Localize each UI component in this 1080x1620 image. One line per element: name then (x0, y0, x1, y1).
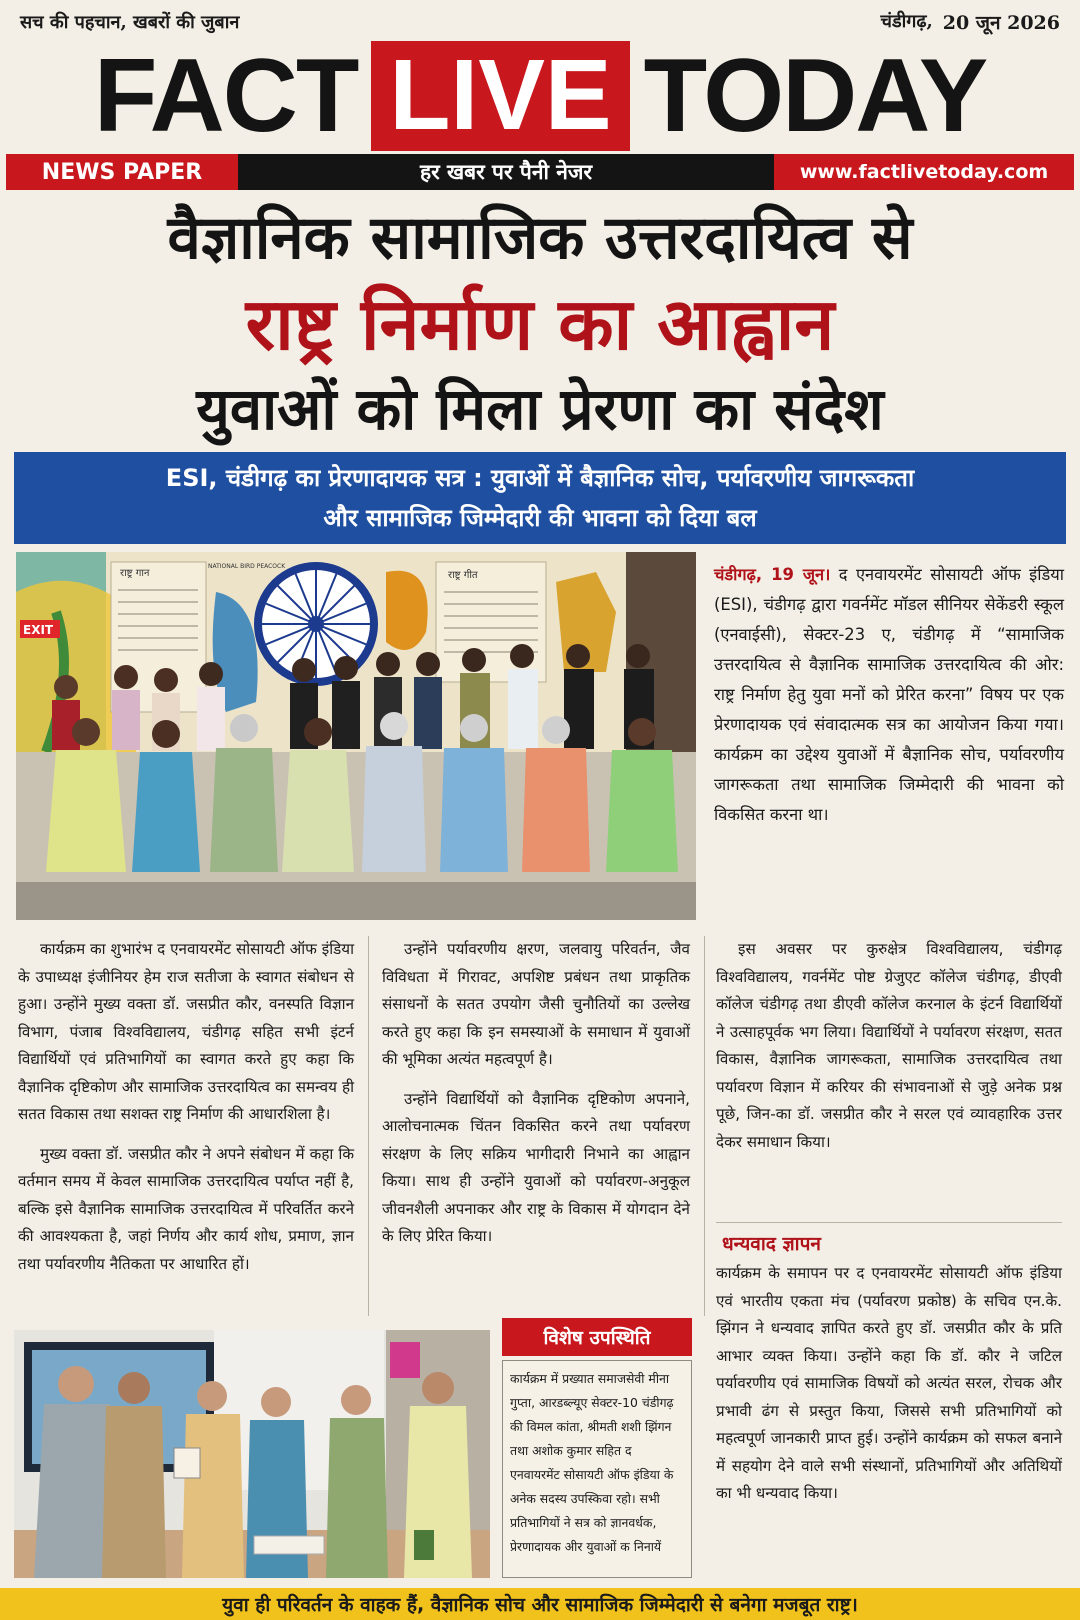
issue-date: 20 जून 2026 (942, 12, 1060, 34)
column-divider (704, 936, 705, 1316)
footer-slogan: युवा ही परिवर्तन के वाहक हैं, वैज्ञानिक सोच और सामाजिक जिम्मेदारी से बनेगा मजबूत राष्ट्र। (0, 1588, 1080, 1620)
thanks-paragraph: कार्यक्रम के समापन पर द एनवायरमेंट सोसायटी ऑफ इंडिया एवं भारतीय एकता मंच (पर्यावरण प्रकोष्ठ) के सचिव एन.के. झिंगन ने धन्यवाद ज्ञापित करते हुए डॉ. जसप्रीत कौर के प्रति आभार व्यक्त किया। उन्होंने कहा कि डॉ. कौर ने जटिल पर्यावरणीय एवं सामाजिक विषयों को अत्यंत सरल, रोचक और प्रभावी ढंग से प्रस्तुत किया, जिससे सभी प्रतिभागियों को महत्वपूर्ण जानकारी प्राप्त हुई। उन्होंने कार्यक्रम को सफल बनाने में सहयोग देने वाले सभी संस्थानों, प्रतिभागियों और अतिथियों का भी धन्यवाद किया। (716, 1264, 1062, 1502)
sign-national-anthem: राष्ट्र गान (120, 568, 150, 579)
group-photo (16, 552, 696, 920)
special-presence-heading: विशेष उपस्थिति (502, 1318, 692, 1356)
website-link[interactable]: www.factlivetoday.com (774, 154, 1074, 190)
news-paper-label: NEWS PAPER (6, 154, 238, 190)
headline-line-2: राष्ट्र निर्माण का आह्वान (245, 282, 835, 366)
sub-headline-line-1: ESI, चंडीगढ़ का प्रेरणादायक सत्र : युवाओं में बैज्ञानिक सोच, पर्यावरणीय जागरूकता (165, 464, 915, 492)
column-2 (382, 936, 690, 1263)
place: चंडीगढ़, (880, 11, 933, 32)
sub-headline-banner (14, 452, 1066, 544)
section-divider (716, 1222, 1062, 1223)
sub-headline-line-2: और सामाजिक जिम्मेदारी की भावना को दिया बल (323, 504, 757, 532)
masthead-bar (6, 154, 1074, 190)
sign-national-song: राष्ट्र गीत (448, 570, 478, 581)
sign-national-bird: NATIONAL BIRD PEACOCK (208, 563, 286, 570)
logo-word-today: TODAY (643, 38, 987, 154)
masthead-logo (0, 40, 1080, 152)
lead-paragraph (714, 560, 1064, 830)
column-2-paragraph-2: उन्होंने विद्यार्थियों को वैज्ञानिक दृष्टिकोण अपनाने, आलोचनात्मक चिंतन विकसित करने तथा पर्यावरण संरक्षण के लिए सक्रिय भागीदारी निभाने का आह्वान किया। साथ ही उन्होंने युवाओं को पर्यावरण-अनुकूल जीवनशैली अपनाकर और राष्ट्र के विकास में योगदान देने के लिए प्रेरित किया। (382, 1089, 690, 1245)
column-1-paragraph-1: कार्यक्रम का शुभारंभ द एनवायरमेंट सोसायटी ऑफ इंडिया के उपाध्यक्ष इंजीनियर हेम राज सतीजा के स्वागत संबोधन से हुआ। उन्होंने मुख्य वक्ता डॉ. जसप्रीत कौर, वनस्पति विज्ञान विभाग, पंजाब विश्वविद्यालय, चंडीगढ़ सहित सभी इंटर्न विद्यार्थियों एवं प्रतिभागियों का स्वागत करते हुए कहा कि वैज्ञानिक दृष्टिकोण और सामाजिक उत्तरदायित्व का समन्वय ही सतत विकास तथा सशक्त राष्ट्र निर्माण की आधारशिला है। (18, 940, 354, 1123)
logo-word-live: LIVE (371, 41, 629, 151)
column-3-paragraph-1: इस अवसर पर कुरुक्षेत्र विश्वविद्यालय, चंडीगढ़ विश्वविद्यालय, गवर्नमेंट पोष्ट ग्रेजुएट कॉलेज चंडीगढ़, डीएवी कॉलेज चंडीगढ़ तथा डीएवी कॉलेज करनाल के इंटर्न विद्यार्थियों ने उत्साहपूर्वक भग लिया। विद्यार्थियों ने पर्यावरण संरक्षण, सतत विकास, वैज्ञानिक जागरूकता, सामाजिक उत्तरदायित्व तथा पर्यावरण विज्ञान में करियर की संभावनाओं से जुड़े अनेक प्रश्न पूछे, जिन-का डॉ. जसप्रीत कौर ने सरल एवं व्यावहारिक उत्तर देकर समाधान किया। (716, 940, 1062, 1151)
headline-line-1: वैज्ञानिक सामाजिक उत्तरदायित्व से (167, 203, 913, 273)
lead-text: द एनवायरमेंट सोसायटी ऑफ इंडिया (ESI), चंडीगढ़ द्वारा गवर्नमेंट मॉडल सीनियर सेकेंडरी स्कूल (एनवाईसी), सेक्टर-23 ए, चंडीगढ़ में “सामाजिक उत्तरदायित्व से वैज्ञानिक सामाजिक उत्तरदायित्व की ओर: राष्ट्र निर्माण हेतु युवा मनों को प्रेरित करना” विषय पर एक प्रेरणादायक एवं संवादात्मक सत्र का आयोजन किया गया। कार्यक्रम का उद्देश्य युवाओं में बैज्ञानिक सोच, पर्यावरणीय जागरूकता तथा सामाजिक जिम्मेदारी की भावना को विकसित करना था। (714, 565, 1065, 824)
thanks-heading: धन्यवाद ज्ञापन (722, 1233, 821, 1255)
exit-sign: EXIT (23, 623, 54, 637)
column-1 (18, 936, 354, 1290)
logo-word-fact: FACT (93, 38, 358, 154)
lead-dateline: चंडीगढ़, 19 जून। (714, 565, 831, 584)
column-thanks (716, 1260, 1062, 1520)
column-divider (368, 936, 369, 1316)
column-2-paragraph-1: उन्होंने पर्यावरणीय क्षरण, जलवायु परिवर्तन, जैव विविधता में गिरावट, अपशिष्ट प्रबंधन तथा प्राकृतिक संसाधनों के सतत उपयोग जैसी चुनौतियों का उल्लेख करते हुए कहा कि इन समस्याओं के समाधान में युवाओं की भूमिका अत्यंत महत्वपूर्ण है। (382, 940, 690, 1068)
group-photo-illustration (16, 552, 696, 920)
dateline-top (881, 9, 1060, 35)
column-3 (716, 936, 1062, 1168)
column-1-paragraph-2: मुख्य वक्ता डॉ. जसप्रीत कौर ने अपने संबोधन में कहा कि वर्तमान समय में केवल सामाजिक उत्तरदायित्व पर्याप्त नहीं है, बल्कि इसे वैज्ञानिक सामाजिक उत्तरदायित्व में परिवर्तित करने की आवश्यकता है, जहां निर्णय और कार्य शोध, प्रमाण, ज्ञान तथा पर्यावरणीय नैतिकता पर आधारित हों। (18, 1144, 354, 1273)
top-line (20, 8, 1060, 36)
tagline: सच की पहचान, खबरों की जुबान (20, 12, 240, 33)
felicitation-photo (14, 1330, 490, 1578)
felicitation-photo-illustration (14, 1330, 490, 1578)
special-presence-box: कार्यक्रम में प्रख्यात समाजसेवी मीना गुप्ता, आरडब्ल्यूए सेक्टर-10 चंडीगढ़ की विमल कांता, श्रीमती शशी झिंगन तथा अशोक कुमार सहित द एनवायरमेंट सोसायटी ऑफ इंडिया के अनेक सदस्य उपस्किवा रहो। सभी प्रतिभागियों ने सत्र को ज्ञानवर्धक, प्रेरणादायक अीर युवाओं क निनायें (502, 1360, 692, 1578)
headline-line-3: युवाओं को मिला प्रेरणा का संदेश (196, 375, 884, 443)
slogan: हर खबर पर पैनी नेजर (238, 154, 774, 190)
